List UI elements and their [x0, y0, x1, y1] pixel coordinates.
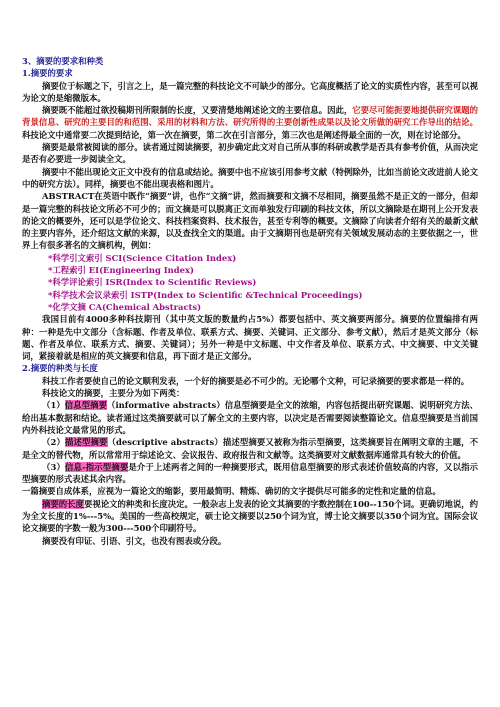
- abstract-type-item: （3）信息-指示型摘要是介于上述两者之间的一种摘要形式，既用信息型摘要的形式表述价值较高的内容，又以指示型摘要的形式表述其余内容。: [22, 461, 479, 485]
- highlighted-term: 信息型摘要: [64, 400, 108, 411]
- highlighted-term: 摘要的长度: [42, 498, 84, 509]
- index-list: [22, 252, 478, 313]
- paragraph: 科技工作者要使自己的论文顺利发表，一个好的摘要是必不可少的。无论哪个文种，可记录摘要的要求都是一样的。: [42, 375, 470, 386]
- index-item: *科学评论索引 ISR(Index to Scientific Reviews): [48, 277, 257, 288]
- highlighted-term: 描述型摘要: [64, 437, 108, 448]
- subsection-heading: 2.摘要的种类与长度: [22, 363, 98, 374]
- paragraph: 我国目前有4000多种科技期刊（其中英文版的数量约占5%）都要包括中、英文摘要两部分。摘要的位置编排有两种：一种是先中文部分（含标题、作者及单位、联系方式、摘要、关键词、正文部分、参考文献），然后才是英文部分（标题、作者及单位、联系方式、摘要、关键词）；另外一种是中文标题、中文作者及单位、联系方式、中文摘要、中文关键词，紧接着就是相应的英文摘要和信息，再下面才是正文部分。: [22, 314, 478, 362]
- highlighted-term: 信息-指示型摘要: [65, 461, 129, 472]
- paragraph: 摘要的长度要视论文的种类和长度决定。一般杂志上发表的论文其摘要的字数控制在100--150个词。更确切地说，约为全文长度的1%---5%。美国的一些高校规定，硕士论文摘要以250个词为宜，博士论文摘要以350个词为宜。国际会议论文摘要的字数一般为300---500个印刷符号。: [22, 498, 479, 534]
- highlighted-text: 它要尽可能扼要地提供研究课题的背景信息、研究的主要目的和范围、采用的材料和方法、研究所得的主要创新性成果以及论文所做的研究工作导出的结论。: [22, 105, 479, 128]
- paragraph: 摘要既不能超过欲投稿期刊所限制的长度，又要清楚地阐述论文的主要信息。因此，它要尽可能扼要地提供研究课题的背景信息、研究的主要目的和范围、采用的材料和方法、研究所得的主要创新性成果以及论文所做的研究工作导出的结论。科技论文中通常要二次提到结论，第一次在摘要，第二次在引言部分，第三次也是阐述得最全面的一次，则在讨论部分。: [22, 105, 479, 140]
- subsection-heading: 1.摘要的要求: [22, 68, 73, 79]
- paragraph: 科技论文的摘要，主要分为如下两类：: [42, 388, 185, 399]
- index-item: *工程索引 EI(Engineering Index): [48, 265, 194, 276]
- abstract-type-item: （2）描述型摘要（descriptive abstracts）描述型摘要又被称为指示型摘要，这类摘要旨在阐明文章的主题，不是全文的替代物，所以常常用于综述论文、会议报告、政府报告和文献等。这类摘要对文献数据库通常具有较大的价值。: [22, 437, 479, 460]
- index-item: *科学引文索引 SCI(Science Citation Index): [48, 252, 237, 263]
- paragraph: 摘要是最常被阅读的部分。读者通过阅读摘要，初步确定此文对自己所从事的科研或教学是否具有参考价值，从而决定是否有必要进一步阅读全文。: [22, 142, 478, 165]
- section-heading: 3、摘要的要求和种类: [22, 56, 104, 66]
- paragraph: ABSTRACT在英语中既作“摘要”讲，也作“文摘”讲，然而摘要和文摘不尽相同，摘要虽然不是正文的一部分，但却是一篇完整的科技论文所必不可少的；而文摘是可以脱离正文而单独发行印刷的科技文体，所以文摘除是在期刊上公开发表的论文的概要外，还可以是学位论文、科技档案资料、技术报告，甚至专利等的概要。文摘除了向读者介绍有关的最新文献的主要内容外，还介绍这文献的来源，以及查找全文的渠道。由于文摘期刊也是研究有关领域发展动态的主要依据之一，世界上有很多著名的文摘机构，例如：: [22, 191, 478, 251]
- abstract-type-item: （1）信息型摘要（informative abstracts）信息型摘要是全文的浓缩，内容包括提出研究课题、说明研究方法、给出基本数据和结论。读者通过这类摘要就可以了解全文的主要内容，以决定是否需要阅读整篇论文。信息型摘要是当前国内外科技论文最常见的形式。: [22, 400, 479, 435]
- index-item: *科学技术会议录索引 ISTP(Index to Scientific &Technical Proceedings): [48, 289, 363, 300]
- document-body: [22, 55, 478, 547]
- paragraph: 一篇摘要自成体系，应视为一篇论文的缩影，要用最简明、精炼、确切的文字提供尽可能多的定性和定量的信息。: [22, 486, 441, 497]
- paragraph: 摘要位于标题之下，引言之上，是一篇完整的科技论文不可缺少的部分。它高度概括了论文的实质性内容，甚至可以视为论文的是缩微版本。: [22, 80, 478, 103]
- index-item: *化学文摘 CA(Chemical Abstracts): [48, 301, 202, 312]
- paragraph: 摘要中不能出现论文正文中没有的信息或结论。摘要中也不应该引用参考文献（特例除外，比如当前论文改进前人论文中的研究方法）。同样，摘要也不能出现表格和图片。: [22, 166, 478, 189]
- paragraph: 摘要没有印证、引语、引文，也没有图表或分段。: [42, 535, 227, 546]
